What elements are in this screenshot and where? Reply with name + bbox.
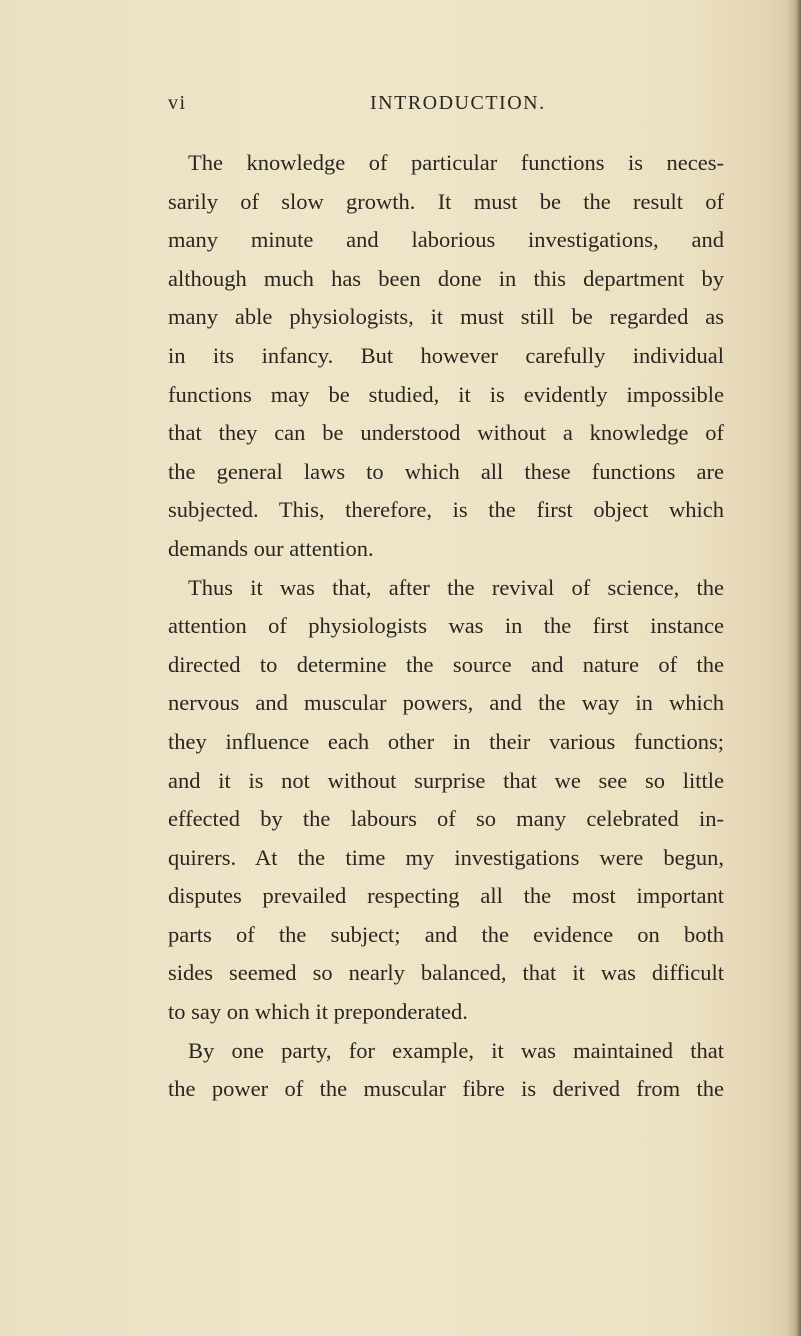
text-line: sarily of slow growth. It must be the result of [168,188,724,214]
running-head: INTRODUCTION. [370,92,546,114]
text-line: and it is not without surprise that we see so little [168,767,724,793]
text-line: although much has been done in this department by [168,265,724,291]
text-line: many minute and laborious investigations, and [168,227,724,253]
text-line: many able physiologists, it must still be regarded as [168,304,724,330]
text-line: directed to determine the source and nature of the [168,651,724,677]
text-line: sides seemed so nearly balanced, that it was difficult [168,960,724,986]
page-edge-shadow [787,0,801,1336]
text-line: they influence each other in their various functions; [168,728,724,754]
text-line: attention of physiologists was in the first instance [168,613,724,639]
text-line: By one party, for example, it was maintained that [188,1037,724,1063]
text-line: The knowledge of particular functions is neces- [188,150,724,175]
text-line: Thus it was that, after the revival of science, the [188,574,724,600]
text-line: the general laws to which all these functions are [168,458,724,484]
text-line: the power of the muscular fibre is derived from the [168,1076,724,1102]
text-line: in its infancy. But however carefully individual [168,342,724,368]
text-line: effected by the labours of so many celebrated in- [168,806,724,832]
text-line: demands our attention. [168,535,374,561]
text-line: parts of the subject; and the evidence on both [168,921,724,947]
text-line: quirers. At the time my investigations were begun, [168,844,724,870]
text-line: that they can be understood without a knowledge of [168,420,724,446]
text-line: disputes prevailed respecting all the most important [168,883,724,909]
page-header [168,92,724,122]
text-line: to say on which it preponderated. [168,999,468,1025]
text-line: functions may be studied, it is evidently impossible [168,381,724,407]
body-text [168,144,724,1109]
text-line: nervous and muscular powers, and the way in which [168,690,724,716]
page-number: vi [168,92,187,114]
text-line: subjected. This, therefore, is the first object which [168,497,724,523]
